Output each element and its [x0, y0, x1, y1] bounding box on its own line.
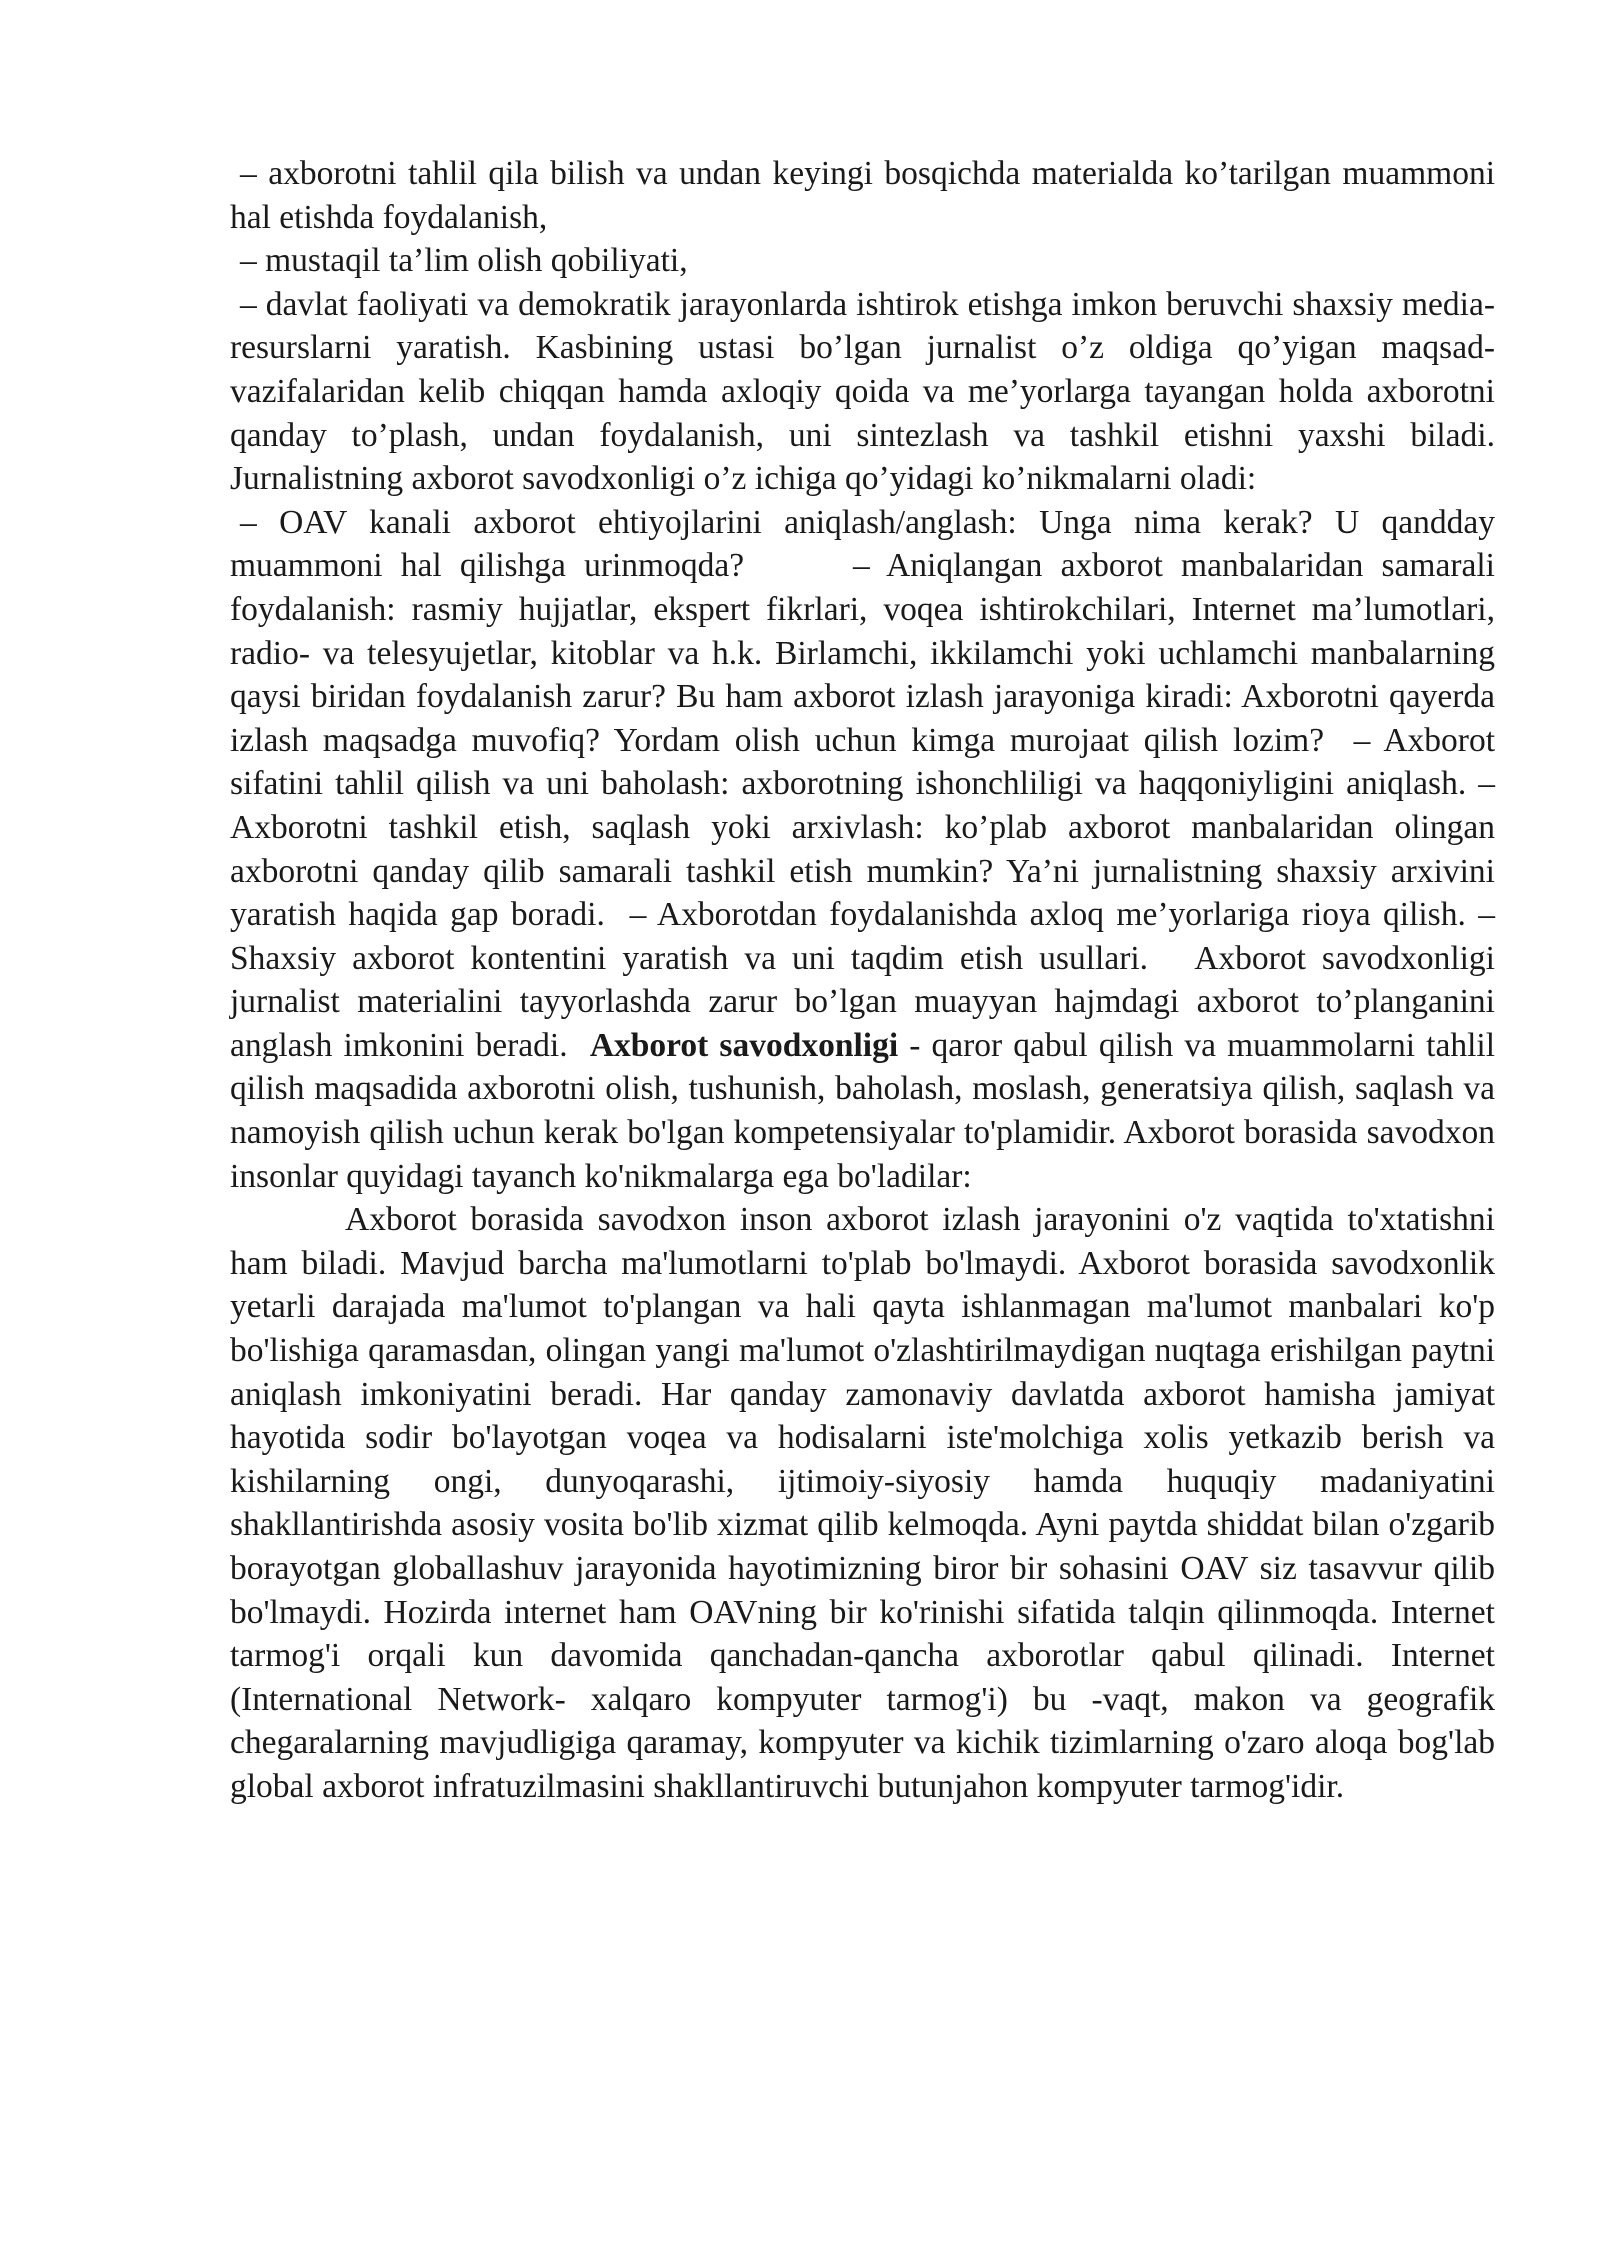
paragraph-journalist-skills: [230, 501, 1504, 1199]
paragraph-skill-analysis: – axborotni tahlil qila bilish va undan keyingi bosqichda materialda ko’tarilgan muammoni hal etishda foydalanish,: [230, 155, 1495, 236]
paragraph-skill-self-learning: – mustaqil ta’lim olish qobiliyati,: [240, 242, 688, 280]
bold-term-information-literacy: Axborot savodxonligi: [589, 1026, 899, 1064]
paragraph-text-after-term: - qaror qabul qilish va muammolarni tahlil qilish maqsadida axborotni olish, tushunish, baholash, moslash, generatsiya qilish, saqlash va namoyish qilish uchun kerak bo'lgan kompetensiyalar to'plamidir. Axborot borasida savodxon insonlar quyidagi tayanch ko'nikmalarga ega bo'ladilar:: [230, 1026, 1495, 1195]
document-page: [230, 152, 1504, 1809]
paragraph-skill-media-resources: – davlat faoliyati va demokratik jarayonlarda ishtirok etishga imkon beruvchi shaxsiy media-resurslarni yaratish. Kasbining ustasi bo’lgan jurnalist o’z oldiga qo’yigan maqsad- vazifalaridan kelib chiqqan hamda axloqiy qoida va me’yorlarga tayangan holda axborotni qanday to’plash, undan foydalanish, uni sintezlash va tashkil etishni yaxshi biladi. Jurnalistning axborot savodxonligi o’z ichiga qo’yidagi ko’nikmalarni oladi:: [230, 285, 1495, 498]
paragraph-information-literacy-internet: Axborot borasida savodxon inson axborot izlash jarayonini o'z vaqtida to'xtatishni ham biladi. Mavjud barcha ma'lumotlarni to'plab bo'lmaydi. Axborot borasida savodxonlik yetarli darajada ma'lumot to'plangan va hali qayta ishlanmagan ma'lumot manbalari ko'p bo'lishiga qaramasdan, olingan yangi ma'lumot o'zlashtirilmaydigan nuqtaga erishilgan paytni aniqlash imkoniyatini beradi. Har qanday zamonaviy davlatda axborot hamisha jamiyat hayotida sodir bo'layotgan voqea va hodisalarni iste'molchiga xolis yetkazib berish va kishilarning ongi, dunyoqarashi, ijtimoiy-siyosiy hamda huquqiy madaniyatini shakllantirishda asosiy vosita bo'lib xizmat qilib kelmoqda. Ayni paytda shiddat bilan o'zgarib borayotgan globallashuv jarayonida hayotimizning biror bir sohasini OAV siz tasavvur qilib bo'lmaydi. Hozirda internet ham OAVning bir ko'rinishi sifatida talqin qilinmoqda. Internet tarmog'i orqali kun davomida qanchadan-qancha axborotlar qabul qilinadi. Internet (International Network- xalqaro kompyuter tarmog'i) bu -vaqt, makon va geografik chegaralarning mavjudligiga qaramay, kompyuter va kichik tizimlarning o'zaro aloqa bog'lab global axborot infratuzilmasini shakllantiruvchi butunjahon kompyuter tarmog'idir.: [230, 1201, 1495, 1805]
paragraph-text-before-term: – OAV kanali axborot ehtiyojlarini aniqlash/anglash: Unga nima kerak? U qandday muammoni hal qilishga urinmoqda? – Aniqlangan axborot manbalaridan samarali foydalanish: rasmiy hujjatlar, ekspert fikrlari, voqea ishtirokchilari, Internet ma’lumotlari, radio- va telesyujetlar, kitoblar va h.k. Birlamchi, ikkilamchi yoki uchlamchi manbalarning qaysi biridan foydalanish zarur? Bu ham axborot izlash jarayoniga kiradi: Axborotni qayerda izlash maqsadga muvofiq? Yordam olish uchun kimga murojaat qilish lozim? – Axborot sifatini tahlil qilish va uni baholash: axborotning ishonchliligi va haqqoniyligini aniqlash. – Axborotni tashkil etish, saqlash yoki arxivlash: ko’plab axborot manbalaridan olingan axborotni qanday qilib samarali tashkil etish mumkin? Ya’ni jurnalistning shaxsiy arxivini yaratish haqida gap boradi. – Axborotdan foydalanishda axloq me’yorlariga rioya qilish. – Shaxsiy axborot kontentini yaratish va uni taqdim etish usullari. Axborot savodxonligi jurnalist materialini tayyorlashda zarur bo’lgan muayyan hajmdagi axborot to’planganini anglash imkonini beradi.: [230, 503, 1504, 1064]
